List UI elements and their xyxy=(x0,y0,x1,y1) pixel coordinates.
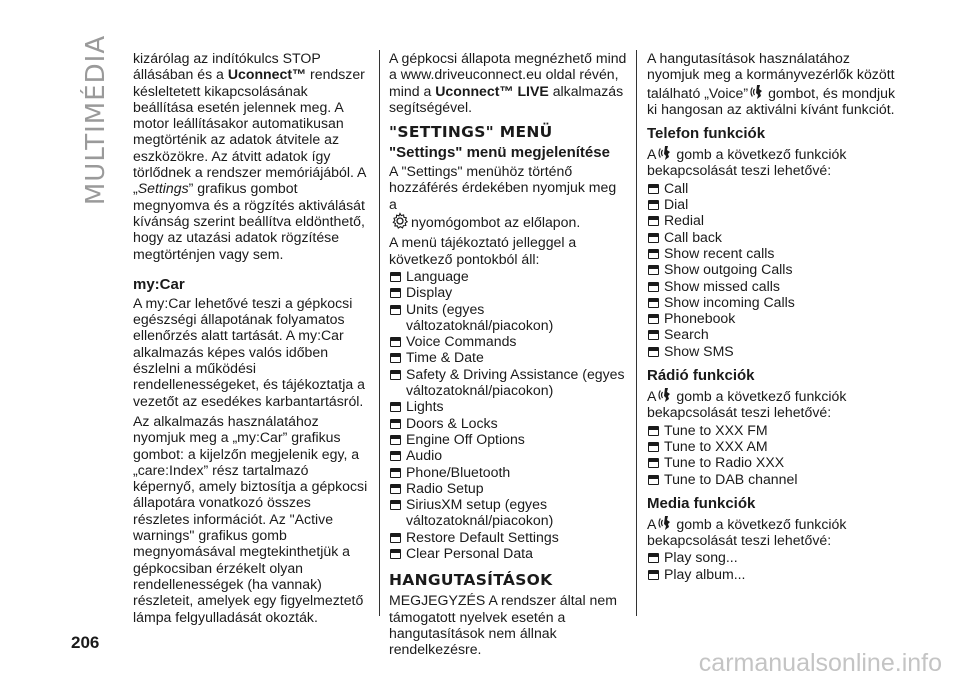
list-item: Tune to Radio XXX xyxy=(647,454,897,470)
list-item: Phone/Bluetooth xyxy=(389,464,627,480)
list-item: Radio Setup xyxy=(389,480,627,496)
list-item: Call xyxy=(647,180,897,196)
heading-radio-functions: Rádió funkciók xyxy=(647,367,755,385)
paragraph: A menü tájékoztató jelleggel a következő pontokból áll: xyxy=(389,234,577,267)
column-divider xyxy=(379,50,380,616)
heading-phone-functions: Telefon funkciók xyxy=(647,125,766,143)
list-item: Show SMS xyxy=(647,343,897,359)
list-item: Show outgoing Calls xyxy=(647,261,897,277)
list-item: Display xyxy=(389,284,627,300)
list-item: Play album... xyxy=(647,566,897,582)
list-item: Engine Off Options xyxy=(389,431,627,447)
heading-mycar: my:Car xyxy=(133,275,185,293)
list-item: Clear Personal Data xyxy=(389,545,627,561)
phone-functions-list xyxy=(647,180,897,359)
watermark: carmanualsonline.info xyxy=(698,649,942,677)
heading-media-functions: Media funkciók xyxy=(647,494,756,512)
paragraph: A gomb a következő funkciók bekapcsolását teszi lehetővé: xyxy=(647,515,847,549)
list-item: Show missed calls xyxy=(647,278,897,294)
list-item: Voice Commands xyxy=(389,333,627,349)
settings-gear-icon xyxy=(391,212,409,230)
paragraph: A gomb a következő funkciók bekapcsolását teszi lehetővé: xyxy=(647,388,847,421)
list-item: Show incoming Calls xyxy=(647,294,897,310)
list-item: SiriusXM setup (egyes változatoknál/piacokon) xyxy=(389,496,627,529)
settings-term: Settings xyxy=(137,180,189,197)
media-functions-list xyxy=(647,549,897,582)
voice-button-icon xyxy=(658,386,674,404)
column-middle xyxy=(389,50,627,662)
voice-button-icon xyxy=(750,83,766,101)
list-item: Restore Default Settings xyxy=(389,529,627,545)
paragraph: kizárólag az indítókulcs STOP állásában és a Uconnect™ rendszer késleltetett kikapcsolásának beállítása esetén jelennek meg. A motor leállításakor automatikusan megtörténik az adatok átvitele az eszközökre. Az átvitt adatok így törlődnek a rendszer memóriájából. A „Settings” grafikus gombot megnyomva és a rögzítés aktiválását kívánság szerint beállítva eldönthető, hogy az utazási adatok rögzítése megtörténjen vagy sem. xyxy=(133,50,366,262)
list-item: Phonebook xyxy=(647,310,897,326)
radio-functions-list xyxy=(647,422,897,487)
paragraph: A gépkocsi állapota megnézhető mind a www.driveuconnect.eu oldal révén, mind a Uconnect™ LIVE alkalmazás segítségével. xyxy=(389,50,627,115)
list-item: Call back xyxy=(647,229,897,245)
paragraph: MEGJEGYZÉS A rendszer által nem támogatott nyelvek esetén a hangutasítások nem állnak rendelkezésre. xyxy=(389,592,617,658)
list-item: Dial xyxy=(647,196,897,212)
column-divider xyxy=(636,50,637,616)
paragraph: A gomb a következő funkciók bekapcsolását teszi lehetővé: xyxy=(647,146,847,179)
list-item: Lights xyxy=(389,398,627,414)
list-item: Redial xyxy=(647,212,897,228)
paragraph: Az alkalmazás használatához nyomjuk meg a „my:Car” grafikus gombot: a kijelzőn megjelenik egy, a „care:Index” rész tartalmazó képernyő, amely biztosítja a gépkocsi állapotára vonatkozó összes részletes információt. Az "Active warnings" grafikus gomb megnyomásával megtekinthetjük a gépkocsiban érzékelt olyan rendellenességek (ha vannak) részleteit, amelyek egy figyelmeztető lámpa felgyulladását okozták. xyxy=(133,412,368,625)
voice-button-icon xyxy=(658,144,674,162)
heading-voice-commands: HANGUTASÍTÁSOK xyxy=(389,571,553,590)
brand-uconnect-live: Uconnect™ LIVE xyxy=(435,82,549,99)
section-tab-label: MULTIMÉDIA xyxy=(81,34,111,206)
list-item: Units (egyes változatoknál/piacokon) xyxy=(389,301,627,334)
settings-menu-list xyxy=(389,268,627,561)
section-tab xyxy=(78,34,114,206)
list-item: Tune to XXX FM xyxy=(647,422,897,438)
column-left xyxy=(133,50,371,629)
page-number: 206 xyxy=(71,633,100,652)
brand-uconnect: Uconnect™ xyxy=(227,66,307,83)
list-item: Tune to XXX AM xyxy=(647,438,897,454)
list-item: Search xyxy=(647,326,897,342)
list-item: Tune to DAB channel xyxy=(647,471,897,487)
list-item: Time & Date xyxy=(389,349,627,365)
subheading-settings-display: "Settings" menü megjelenítése xyxy=(389,144,610,162)
list-item: Doors & Locks xyxy=(389,415,627,431)
paragraph: A hangutasítások használatához nyomjuk meg a kormányvezérlők között található „Voice” gombot, és mondjuk ki hangosan az aktiválni kívánt funkciót. xyxy=(647,50,895,117)
voice-button-icon xyxy=(658,514,674,532)
list-item: Audio xyxy=(389,447,627,463)
column-right xyxy=(647,50,897,582)
heading-settings-menu: "SETTINGS" MENÜ xyxy=(389,123,553,142)
list-item: Show recent calls xyxy=(647,245,897,261)
list-item: Safety & Driving Assistance (egyes változatoknál/piacokon) xyxy=(389,366,627,399)
paragraph: A my:Car lehetővé teszi a gépkocsi egészségi állapotának folyamatos ellenőrzés alatt tartását. A my:Car alkalmazás képes valós időben észlelni a működési rendellenességeket, és tájékoztatja a vezetőt az esedékes karbantartásról. xyxy=(133,294,365,409)
paragraph: A "Settings" menühöz történő hozzáférés érdekében nyomjuk meg a nyomógombot az előlapon. xyxy=(389,163,617,231)
list-item: Language xyxy=(389,268,627,284)
list-item: Play song... xyxy=(647,549,897,565)
